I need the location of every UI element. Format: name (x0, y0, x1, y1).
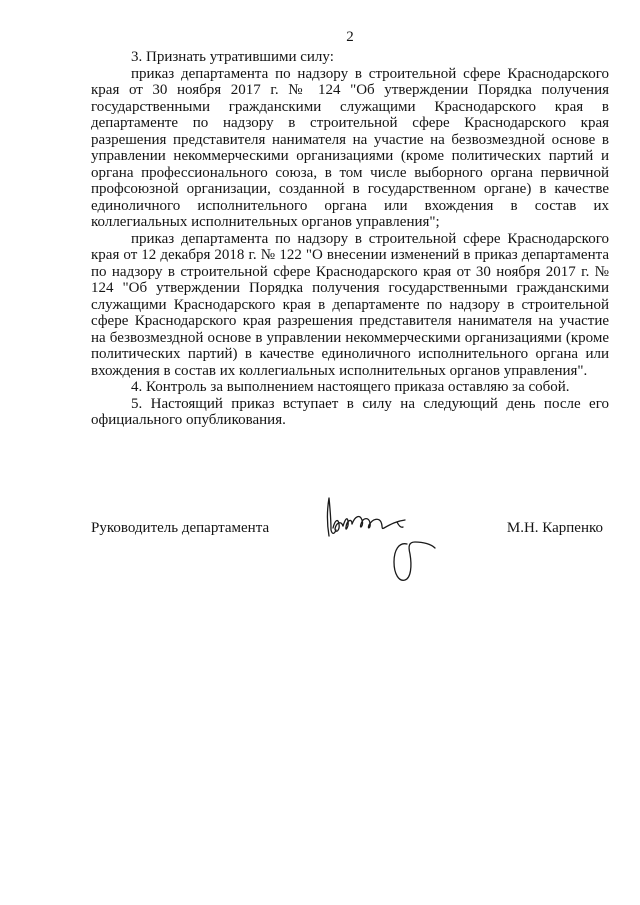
signature-block (91, 490, 609, 600)
signatory-name: М.Н. Карпенко (506, 520, 603, 536)
paragraph-item-3-heading: 3. Признать утратившими силу: (131, 49, 334, 65)
paragraph-item-4-control: 4. Контроль за выполнением настоящего приказа оставляю за собой. (131, 379, 570, 395)
paragraph-repealed-order-2017: приказ департамента по надзору в строительной сфере Краснодарского края от 30 ноября 2017 г. № 124 "Об утверждении Порядка получения государственными гражданскими служащими Краснодарского края в департаменте по надзору в строительной сфере Краснодарского края разрешения представителя нанимателя на участие на безвозмездной основе в управлении некоммерческими организациями (кроме политических партий и органа профессионального союза, в том числе выборного органа первичной профсоюзной организации, созданной в государственном органе) в качестве единоличного исполнительного органа или вхождения в состав их коллегиальных исполнительных органов управления"; (91, 65, 609, 230)
signatory-title: Руководитель департамента (91, 520, 270, 536)
document-body (91, 49, 609, 429)
paragraph-repealed-order-2018: приказ департамента по надзору в строительной сфере Краснодарского края от 12 декабря 2018 г. № 122 "О внесении изменений в приказ департамента по надзору в строительной сфере Краснодарского края от 30 ноября 2017 г. № 124 "Об утверждении Порядка получения государственными гражданскими служащими Краснодарского края в департаменте по надзору в строительной сфере Краснодарского края разрешения представителя нанимателя на участие на безвозмездной основе в управлении некоммерческими организациями (кроме политических партий) в качестве единоличного исполнительного органа или вхождения в состав их коллегиальных исполнительных органов управления". (91, 230, 609, 379)
page-number: 2 (346, 29, 354, 45)
handwritten-signature (319, 490, 449, 586)
paragraph-item-5-effective: 5. Настоящий приказ вступает в силу на следующий день после его официального опубликования. (91, 395, 609, 428)
